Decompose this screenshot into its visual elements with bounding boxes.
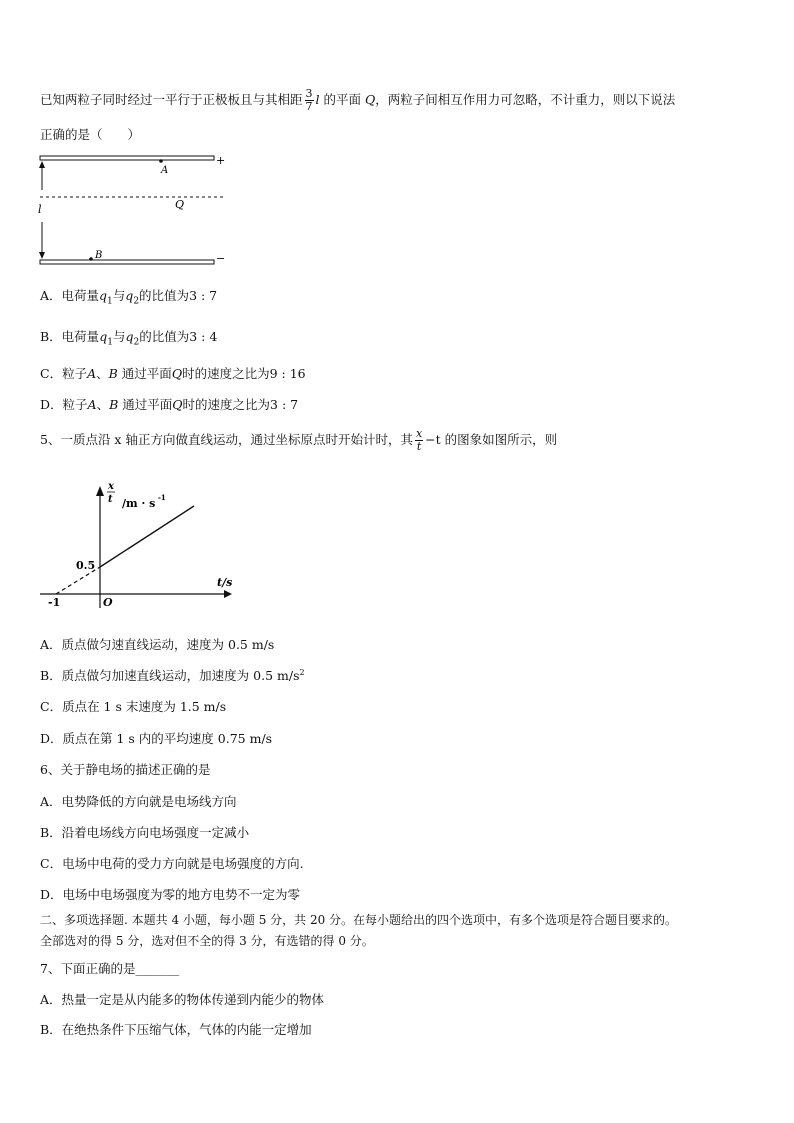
- t-axis-arrow: [224, 590, 232, 598]
- q4-option-d[interactable]: D．粒子A、B 通过平面Q时的速度之比为3 : 7: [40, 397, 299, 412]
- particle-b: [89, 257, 93, 261]
- y-axis-arrow: [96, 486, 104, 496]
- tick-label-minus-1: -1: [48, 596, 61, 609]
- positive-plate: [40, 156, 214, 160]
- data-line: [100, 506, 194, 567]
- y-label-num: x: [108, 481, 114, 492]
- q7-stem: 7、下面正确的是_______: [40, 961, 180, 976]
- xt-t-graph: [34, 478, 244, 612]
- q6-option-d[interactable]: D．电场中电场强度为零的地方电势不一定为零: [40, 887, 301, 902]
- minus-sign: −: [216, 252, 226, 265]
- y-label-den: t: [108, 494, 113, 505]
- particle-a: [159, 159, 163, 163]
- q5-stem: 5、一质点沿 x 轴正方向做直线运动，通过坐标原点时开始计时，其 $\frac{x}{t}$ −t 的图象如图所示，则: [40, 427, 558, 453]
- t-axis-label: t/s: [217, 576, 233, 589]
- q4-stem-line2: 正确的是（ ）: [40, 127, 141, 142]
- q4-option-c[interactable]: C．粒子A、B 通过平面Q时的速度之比为9 : 16: [40, 366, 306, 381]
- q4-option-b[interactable]: B．电荷量$q_1$与$q_2$的比值为3 : 4: [40, 329, 218, 348]
- section2-instructions-line2: 全部选对的得 5 分，选对但不全的得 3 分，有选错的得 0 分。: [40, 934, 374, 948]
- capacitor-plates-figure: [34, 150, 234, 272]
- tick-label-0-5: 0.5: [76, 559, 96, 572]
- q7-option-b[interactable]: B．在绝热条件下压缩气体，气体的内能一定增加: [40, 1022, 312, 1037]
- plus-sign: +: [216, 154, 226, 167]
- q4-option-a[interactable]: A．电荷量$q_1$与$q_2$的比值为3 : 7: [40, 288, 218, 307]
- negative-plate: [40, 260, 214, 264]
- y-unit-exponent: -1: [158, 493, 166, 502]
- q5-option-d[interactable]: D．质点在第 1 s 内的平均速度 0.75 m/s: [40, 731, 273, 746]
- label-a: A: [161, 165, 169, 176]
- q5-option-a[interactable]: A．质点做匀速直线运动，速度为 0.5 m/s: [40, 637, 275, 652]
- three-sevenths-fraction: $\frac{3}{7}$: [305, 87, 313, 113]
- label-q: Q: [175, 198, 185, 211]
- y-unit: /m · s: [122, 497, 156, 510]
- label-b: B: [95, 250, 103, 261]
- q6-option-b[interactable]: B．沿着电场线方向电场强度一定减小: [40, 825, 250, 840]
- q6-option-a[interactable]: A．电势降低的方向就是电场线方向: [40, 794, 237, 809]
- q6-stem: 6、关于静电场的描述正确的是: [40, 762, 211, 777]
- q4-stem-line1: 已知两粒子同时经过一平行于正极板且与其相距 $\frac{3}{7}$ l 的平面 Q，两粒子间相互作用力可忽略，不计重力，则以下说法: [40, 87, 676, 113]
- q6-option-c[interactable]: C．电场中电荷的受力方向就是电场强度的方向.: [40, 856, 304, 871]
- origin-label: O: [103, 596, 113, 609]
- q5-option-c[interactable]: C．质点在 1 s 末速度为 1.5 m/s: [40, 699, 227, 714]
- x-over-t-fraction: $\frac{x}{t}$: [415, 427, 423, 453]
- q7-option-a[interactable]: A．热量一定是从内能多的物体传递到内能少的物体: [40, 992, 325, 1007]
- q5-option-b[interactable]: B．质点做匀加速直线运动，加速度为 0.5 $m/s^2$: [40, 667, 305, 683]
- label-l: l: [38, 203, 42, 216]
- section2-instructions-line1: 二、多项选择题. 本题共 4 小题，每小题 5 分，共 20 分。在每小题给出的四个选项中，有多个选项是符合题目要求的。: [40, 913, 678, 927]
